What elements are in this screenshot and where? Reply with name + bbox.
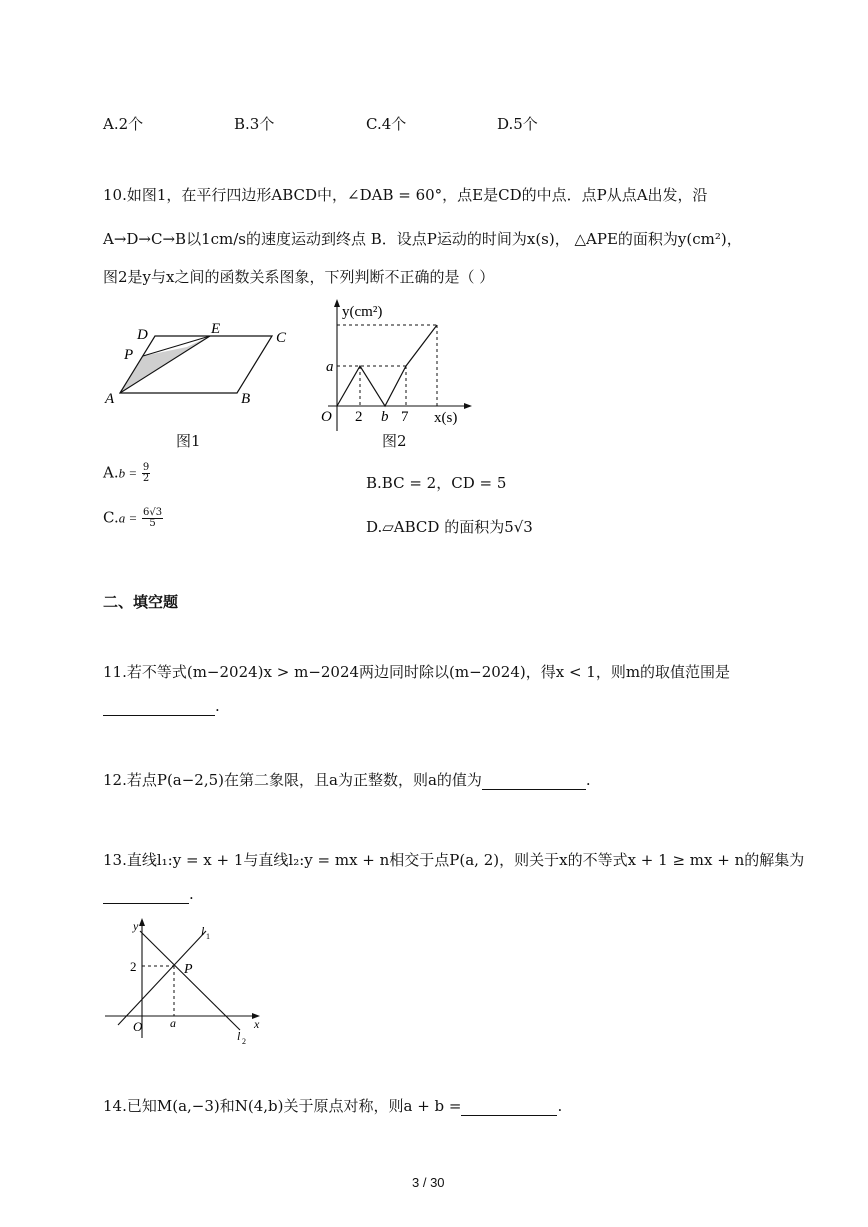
option-a-num: 9 [142,462,150,473]
tick-7: 7 [401,409,409,425]
label-e: E [211,321,221,337]
fig1-caption: 图1 [176,432,201,450]
q10-figure-1 [95,318,305,413]
q12-text: 12.若点P(a−2,5)在第二象限，且a为正整数，则a的值为 [103,771,482,789]
q14-text: 14.已知M(a,−3)和N(4,b)关于原点对称，则a + b = [103,1097,462,1115]
option-a-fraction [142,463,150,484]
p-label: P [184,962,193,977]
label-a: A [105,391,115,407]
q14-line [103,1095,562,1116]
fig2-caption: 图2 [382,432,407,450]
q13-end: . [189,885,194,903]
x-label: x [254,1017,260,1031]
label-b: B [241,391,251,407]
q9-option-a: A.2个 [103,115,144,133]
q10-option-a [103,463,150,484]
tick-2: 2 [355,409,363,425]
l2-label: l [237,1029,241,1043]
q10-option-b: B.BC = 2，CD = 5 [366,474,507,492]
origin-label: O [133,1019,143,1034]
y-label: y [133,919,139,933]
option-c-den: 5 [149,518,156,529]
y-axis-label: y(cm²) [342,304,383,320]
option-c-num: 6√3 [143,507,163,518]
tick-b: b [381,409,389,425]
page-number: 3 / 30 [412,1175,445,1190]
q10-figure-2 [300,296,475,436]
q12-line [103,769,591,790]
q10-line-2: A→D→C→B以1cm/s的速度运动到终点 B．设点P运动的时间为x(s)， △APE的面积为y(cm²)， [103,230,742,248]
q9-option-b: B.3个 [234,115,275,133]
q9-option-c: C.4个 [366,115,407,133]
q10-option-c [103,508,163,529]
q12-answer-blank[interactable] [482,771,586,790]
label-a-value: a [326,359,334,375]
line-l2 [140,931,240,1030]
x-axis-label: x(s) [434,410,458,426]
two-label: 2 [130,959,137,974]
option-c-expr: a = [118,510,138,526]
label-c: C [276,330,287,346]
l1-label: l [201,924,205,938]
q14-answer-blank[interactable] [461,1097,557,1116]
line-l1 [118,931,206,1025]
label-d: D [137,327,148,343]
origin-label: O [321,409,332,425]
q13-text: 13.直线l₁:y = x + 1与直线l₂:y = mx + n相交于点P(a, 2)，则关于x的不等式x + 1 ≥ mx + n的解集为 [103,851,805,869]
q13-answer-blank[interactable] [103,885,189,904]
option-a-prefix: A. [103,463,119,482]
option-a-expr: b = [118,465,138,481]
l1-subscript: 1 [206,932,210,941]
q11-answer-blank[interactable] [103,697,215,716]
q11-text: 11.若不等式(m−2024)x > m−2024两边同时除以(m−2024)，得x < 1，则m的取值范围是 [103,663,731,681]
q10-line-1: 10.如图1，在平行四边形ABCD中，∠DAB = 60°，点E是CD的中点．点P从点A出发，沿 [103,186,708,204]
q9-option-d: D.5个 [497,115,538,133]
section-title: 二、填空题 [103,593,179,611]
q13-answer-line [103,885,194,904]
q10-line-3: 图2是y与x之间的函数关系图象，下列判断不正确的是（ ） [103,268,495,286]
label-p: P [124,347,134,363]
option-c-fraction [142,508,163,529]
q11-answer-line [103,697,220,716]
q12-end: . [585,771,591,789]
q11-end: . [215,697,220,715]
a-label: a [170,1016,176,1030]
q10-option-d: D.▱ABCD 的面积为5√3 [366,518,533,536]
option-a-den: 2 [142,473,150,484]
q14-end: . [557,1097,563,1115]
l2-subscript: 2 [242,1037,246,1046]
q13-figure [100,913,270,1048]
option-c-prefix: C. [103,508,119,527]
